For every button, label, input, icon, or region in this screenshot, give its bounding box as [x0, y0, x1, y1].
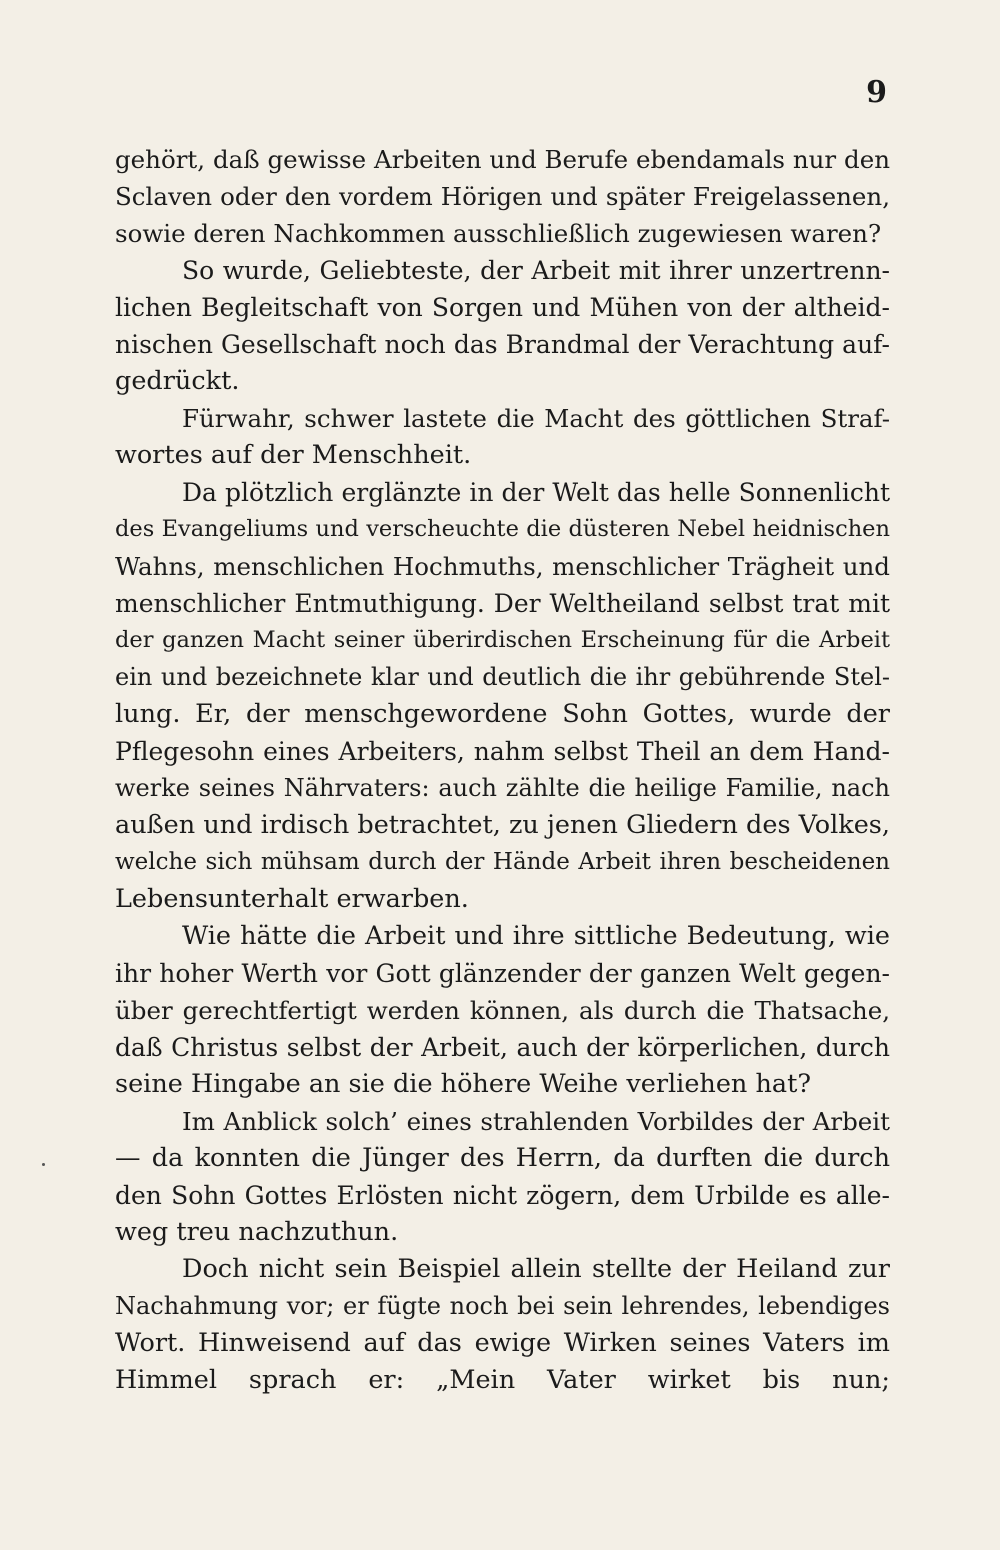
text-line: Nachahmung vor; er fügte noch bei sein lehrendes, lebendiges — [115, 1292, 890, 1320]
text-line: lung. Er, der menschgewordene Sohn Gottes, wurde der — [115, 699, 890, 729]
text-line: Fürwahr, schwer lastete die Macht des göttlichen Straf- — [182, 404, 890, 433]
text-line: Pflegesohn eines Arbeiters, nahm selbst Theil an dem Hand- — [115, 737, 890, 766]
text-line: Lebensunterhalt erwarben. — [115, 884, 469, 914]
text-line: So wurde, Geliebteste, der Arbeit mit ihrer unzertrenn- — [182, 256, 890, 285]
text-line: werke seines Nährvaters: auch zählte die heilige Familie, nach — [115, 774, 890, 802]
text-line: den Sohn Gottes Erlösten nicht zögern, dem Urbilde es alle- — [115, 1181, 890, 1210]
body-text — [115, 141, 890, 1399]
text-line: gedrückt. — [115, 366, 240, 396]
text-line: lichen Begleitschaft von Sorgen und Mühen von der altheid- — [115, 293, 890, 322]
text-line: Sclaven oder den vordem Hörigen und später Freigelassenen, — [115, 182, 890, 211]
text-line: über gerechtfertigt werden können, als durch die Thatsache, — [115, 996, 890, 1025]
text-line: gehört, daß gewisse Arbeiten und Berufe ebendamals nur den — [115, 145, 890, 174]
text-line: des Evangeliums und verscheuchte die düsteren Nebel heidnischen — [115, 516, 890, 542]
text-line: nischen Gesellschaft noch das Brandmal der Verachtung auf- — [115, 330, 890, 359]
text-line: sowie deren Nachkommen ausschließlich zugewiesen waren? — [115, 219, 882, 248]
page-speck — [42, 1163, 45, 1166]
text-line: ihr hoher Werth vor Gott glänzender der ganzen Welt gegen- — [115, 959, 890, 988]
text-line: Im Anblick solch’ eines strahlenden Vorbildes der Arbeit — [182, 1107, 890, 1136]
page-number: 9 — [866, 75, 887, 110]
text-line: weg treu nachzuthun. — [115, 1217, 399, 1247]
text-line: Wie hätte die Arbeit und ihre sittliche Bedeutung, wie — [182, 921, 890, 951]
text-line: Himmel sprach er: „Mein Vater wirket bis nun; — [115, 1365, 890, 1395]
text-line: seine Hingabe an sie die höhere Weihe verliehen hat? — [115, 1069, 812, 1099]
text-line: außen und irdisch betrachtet, zu jenen Gliedern des Volkes, — [115, 810, 890, 840]
text-line: Wort. Hinweisend auf das ewige Wirken seines Vaters im — [115, 1328, 890, 1358]
text-line: Doch nicht sein Beispiel allein stellte der Heiland zur — [182, 1254, 890, 1284]
text-line: Da plötzlich erglänzte in der Welt das helle Sonnenlicht — [182, 478, 890, 507]
text-line: wortes auf der Menschheit. — [115, 440, 472, 470]
text-line: welche sich mühsam durch der Hände Arbeit ihren bescheidenen — [115, 849, 890, 875]
text-line: Wahns, menschlichen Hochmuths, menschlicher Trägheit und — [115, 552, 890, 581]
text-line: daß Christus selbst der Arbeit, auch der körperlichen, durch — [115, 1033, 890, 1062]
text-line: ein und bezeichnete klar und deutlich die ihr gebührende Stel- — [115, 663, 890, 691]
text-line: — da konnten die Jünger des Herrn, da durften die durch — [115, 1143, 890, 1173]
text-line: menschlicher Entmuthigung. Der Weltheiland selbst trat mit — [115, 589, 890, 618]
text-line: der ganzen Macht seiner überirdischen Erscheinung für die Arbeit — [115, 627, 890, 653]
